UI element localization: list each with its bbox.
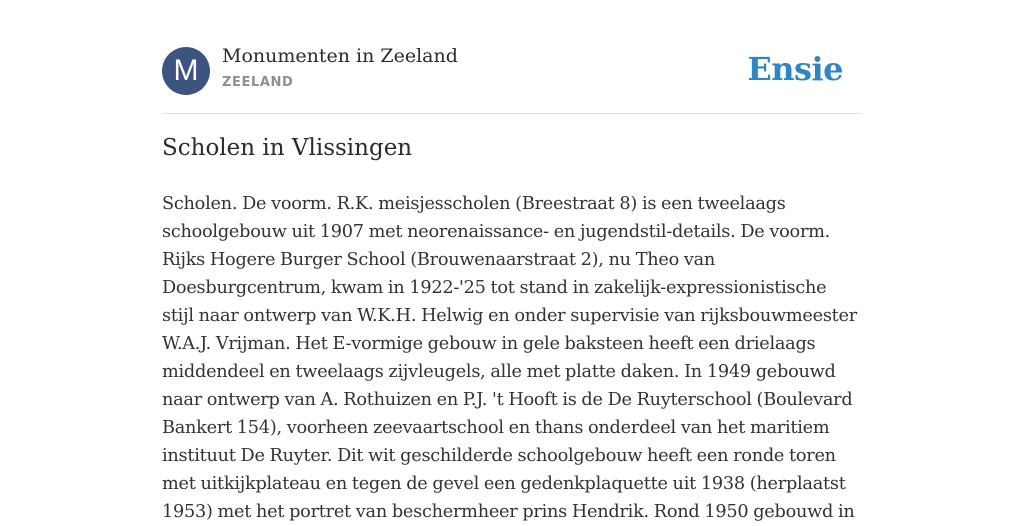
brand-logo[interactable]: Ensie: [747, 50, 843, 88]
article-title: Scholen in Vlissingen: [162, 135, 413, 161]
article-body: Scholen. De voorm. R.K. meisjesscholen (Breestraat 8) is een tweelaags schoolgebouw uit 1907 met neorenaissance- en jugendstil-details. De voorm. Rijks Hogere Burger School (Brouwenaarstraat 2), nu Theo van Doesburgcentrum, kwam in 1922-'25 tot stand in zakelijk-expressionistische stijl naar ontwerp van W.K.H. Helwig en onder supervisie van rijksbouwmeester W.A.J. Vrijman. Het E-vormige gebouw in gele baksteen heeft een drielaags middendeel en tweelaags zijvleugels, alle met platte daken. In 1949 gebouwd naar ontwerp van A. Rothuizen en P.J. 't Hooft is de De Ruyterschool (Boulevard Bankert 154), voorheen zeevaartschool en thans onderdeel van het maritiem instituut De Ruyter. Dit wit geschilderde schoolgebouw heeft een ronde toren met uitkijkplateau en tegen de gevel een gedenkplaquette uit 1938 (herplaatst 1953) met het portret van beschermheer prins Hendrik. Rond 1950 gebouwd in: [162, 194, 857, 522]
page: [162, 0, 862, 522]
header: [162, 0, 862, 114]
source-subtitle[interactable]: ZEELAND: [222, 75, 294, 90]
source-title[interactable]: Monumenten in Zeeland: [222, 45, 458, 67]
avatar[interactable]: M: [162, 47, 210, 95]
